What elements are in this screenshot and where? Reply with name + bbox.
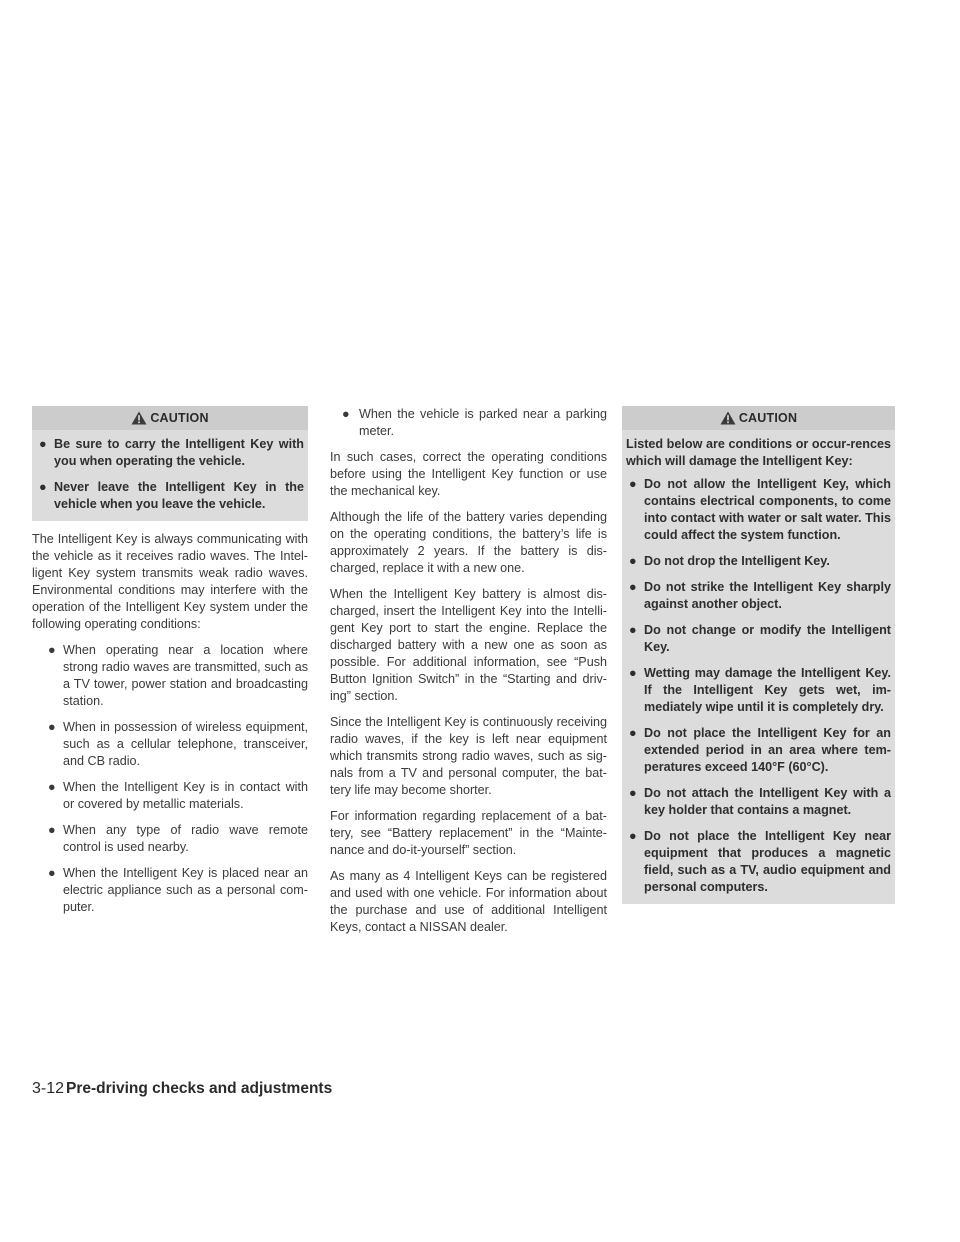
caution-item: ● Be sure to carry the Intelligent Key with you when operating the vehicle. — [39, 437, 304, 468]
bullet-icon: ● — [48, 780, 56, 794]
middle-column — [330, 406, 607, 945]
caution-item: ● Never leave the Intelligent Key in the vehicle when you leave the vehicle. — [39, 480, 304, 511]
bullet-icon: ● — [48, 823, 56, 837]
bullet-icon: ● — [48, 720, 56, 734]
paragraph: For information regarding replacement of a bat-tery, see “Battery replacement” in the “Mainte-nance and do-it-yourself” section. — [330, 809, 607, 857]
list-item: ● When the Intelligent Key is in contact with or covered by metallic materials. — [48, 780, 308, 811]
caution-item: ● Do not strike the Intelligent Key sharply against another object. — [629, 580, 891, 611]
conditions-list — [32, 642, 308, 916]
bullet-icon: ● — [629, 786, 637, 800]
bullet-icon: ● — [342, 407, 350, 421]
caution-item: ● Wetting may damage the Intelligent Key. If the Intelligent Key gets wet, im-mediately wipe until it is completely dry. — [629, 666, 891, 714]
caution-header — [622, 406, 895, 430]
intro-paragraph: The Intelligent Key is always communicating with the vehicle as it receives radio waves. The Intel-ligent Key system transmits weak radio waves. Environmental conditions may interfere with the operation of the Intelligent Key system under the following operating conditions: — [32, 532, 308, 631]
list-item: ● When the Intelligent Key is placed near an electric appliance such as a personal com-puter. — [48, 866, 308, 914]
caution-intro: Listed below are conditions or occur-rences which will damage the Intelligent Key: — [626, 437, 891, 468]
bullet-icon: ● — [629, 666, 637, 680]
bullet-icon: ● — [629, 623, 637, 637]
bullet-icon: ● — [629, 580, 637, 594]
left-column — [32, 406, 308, 925]
caution-item: ● Do not place the Intelligent Key near equipment that produces a magnetic field, such as a TV, audio equipment and personal computers. — [629, 829, 891, 894]
bullet-icon: ● — [629, 554, 637, 568]
bullet-icon: ● — [48, 866, 56, 880]
paragraph: As many as 4 Intelligent Keys can be registered and used with one vehicle. For information about the purchase and use of additional Intelligent Keys, contact a NISSAN dealer. — [330, 869, 607, 934]
caution-item: ● Do not allow the Intelligent Key, which contains electrical components, to come into contact with water or salt water. This could affect the system function. — [629, 477, 891, 542]
caution-header — [32, 406, 308, 430]
bullet-icon: ● — [39, 437, 47, 451]
paragraph: Since the Intelligent Key is continuously receiving radio waves, if the key is left near equipment which transmits strong radio waves, such as sig-nals from a TV and personal computer, the bat-tery life may become shorter. — [330, 715, 607, 797]
bullet-icon: ● — [629, 477, 637, 491]
bullet-icon: ● — [629, 829, 637, 843]
warning-triangle-icon — [720, 411, 736, 425]
page-footer — [32, 1080, 332, 1098]
caution-title: CAUTION — [150, 411, 209, 425]
paragraph: In such cases, correct the operating conditions before using the Intelligent Key function or use the mechanical key. — [330, 450, 607, 498]
bullet-icon: ● — [48, 643, 56, 657]
warning-triangle-icon — [131, 411, 147, 425]
caution-box-carry-key — [32, 406, 308, 521]
caution-title: CAUTION — [738, 411, 798, 425]
page-number: 3-12 — [32, 1080, 65, 1097]
caution-item: ● Do not place the Intelligent Key for an extended period in an area where tem-peratures exceed 140°F (60°C). — [629, 726, 891, 774]
bullet-icon: ● — [39, 480, 47, 494]
list-item: ● When operating near a location where strong radio waves are transmitted, such as a TV tower, power station and broadcasting station. — [48, 643, 308, 708]
bullet-icon: ● — [629, 726, 637, 740]
caution-item: ● Do not change or modify the Intelligent Key. — [629, 623, 891, 654]
list-item: ● When the vehicle is parked near a parking meter. — [342, 407, 607, 438]
caution-box-damage — [622, 406, 895, 904]
right-column — [622, 406, 895, 904]
paragraph: When the Intelligent Key battery is almost dis-charged, insert the Intelligent Key into the Intelli-gent Key port to start the engine. Replace the discharged battery with a new one as soon as possible. For additional information, see “Push Button Ignition Switch” in the “Starting and driv-ing” section. — [330, 587, 607, 703]
list-item: ● When any type of radio wave remote control is used nearby. — [48, 823, 308, 854]
caution-item: ● Do not drop the Intelligent Key. — [629, 554, 830, 568]
list-item: ● When in possession of wireless equipment, such as a cellular telephone, transceiver, and CB radio. — [48, 720, 308, 768]
section-title: Pre-driving checks and adjustments — [66, 1080, 333, 1097]
caution-item: ● Do not attach the Intelligent Key with a key holder that contains a magnet. — [629, 786, 891, 817]
paragraph: Although the life of the battery varies depending on the operating conditions, the battery’s life is approximately 2 years. If the battery is dis-charged, replace it with a new one. — [330, 510, 607, 575]
